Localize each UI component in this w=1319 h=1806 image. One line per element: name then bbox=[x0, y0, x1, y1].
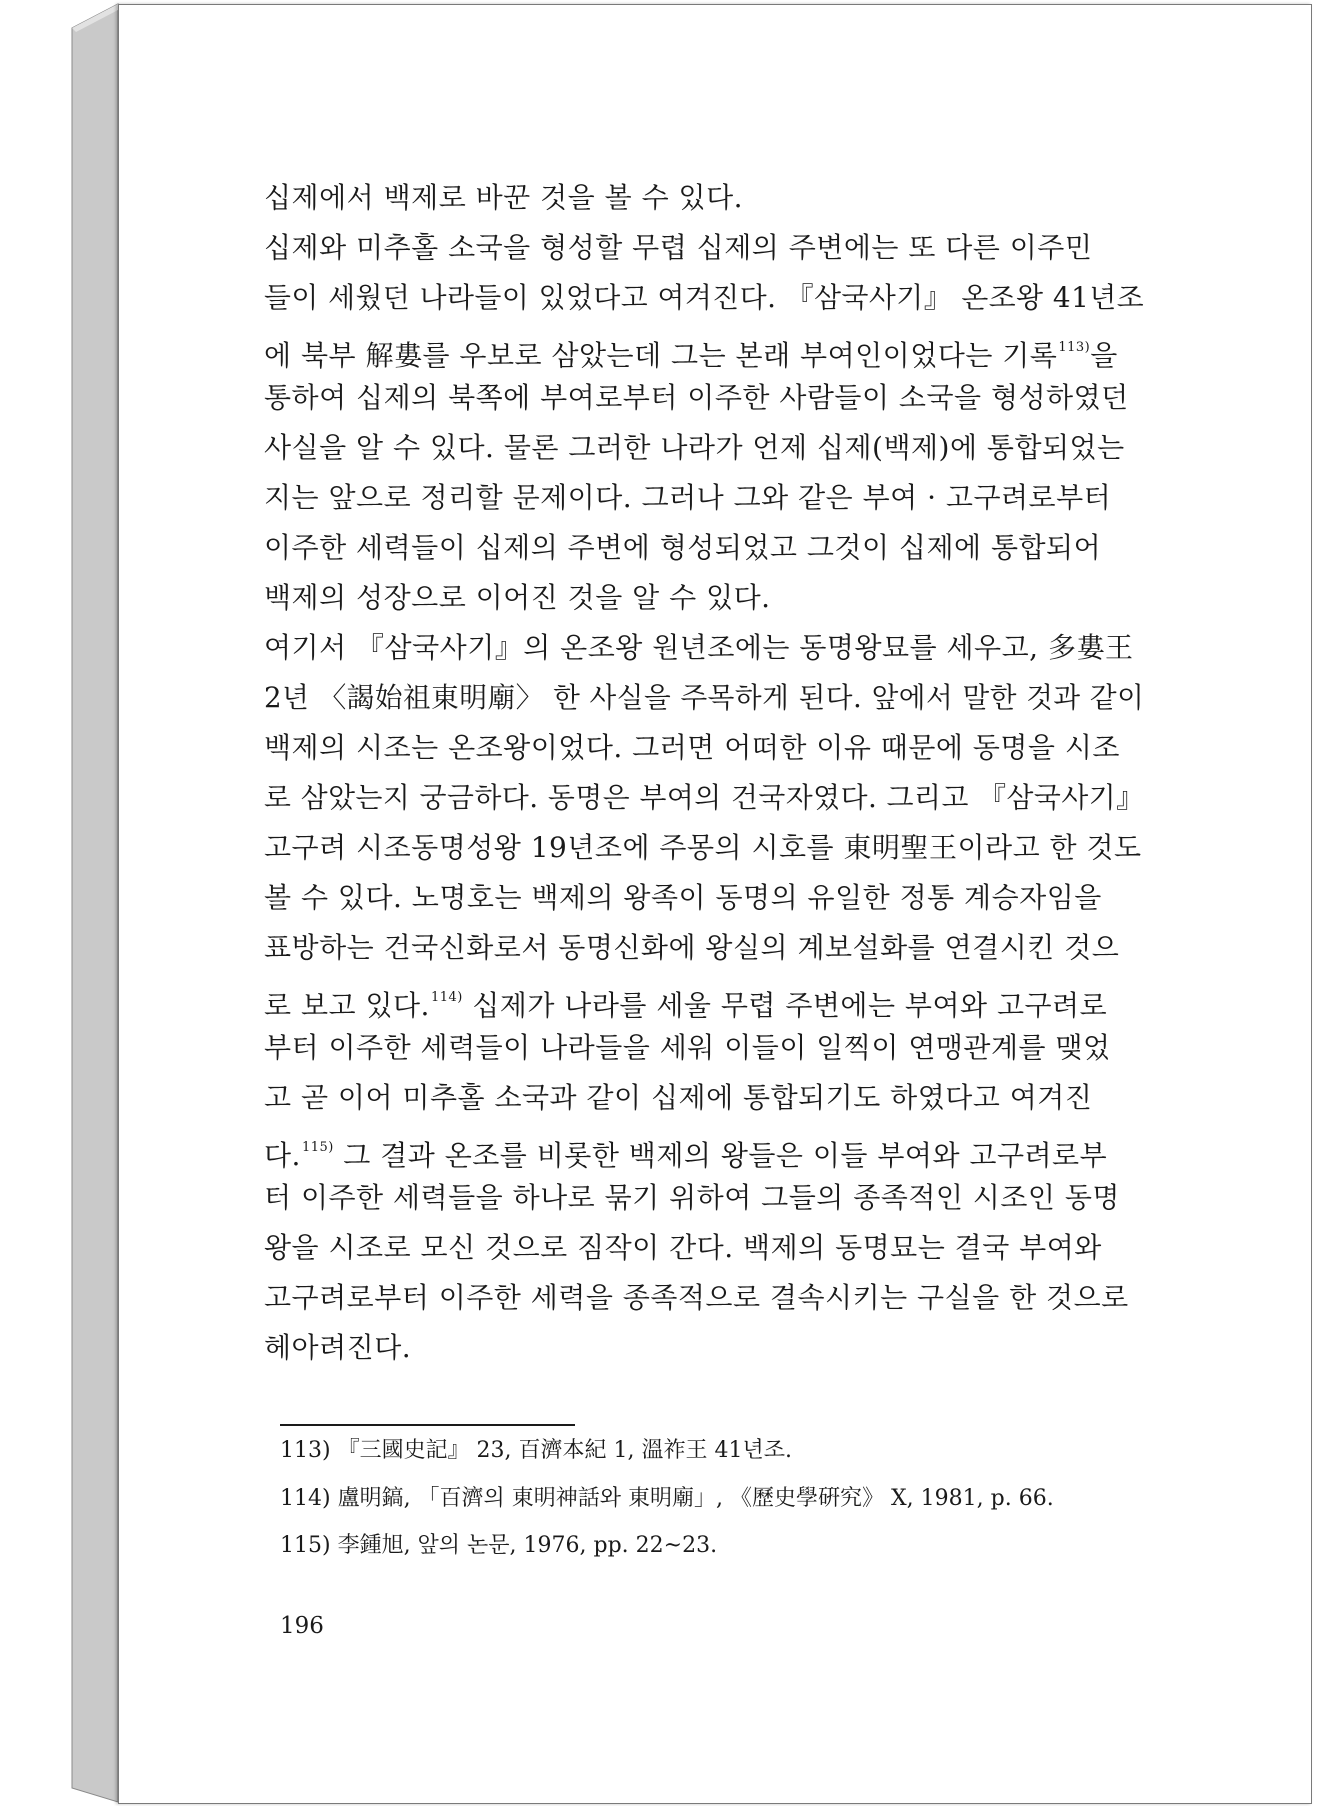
text-line bbox=[264, 1330, 411, 1366]
text-line bbox=[264, 1280, 1129, 1316]
footnote-marker: 114) bbox=[430, 990, 463, 1005]
text-line bbox=[264, 530, 1101, 566]
line-text: 여기서 『삼국사기』의 온조왕 원년조에는 동명왕묘를 세우고, 多婁王 bbox=[264, 631, 1134, 664]
text-line bbox=[264, 480, 1111, 516]
line-text: 통하여 십제의 북쪽에 부여로부터 이주한 사람들이 소국을 형성하였던 bbox=[264, 381, 1129, 414]
text-line bbox=[264, 880, 1102, 916]
text-line bbox=[264, 630, 1133, 666]
line-text: 사실을 알 수 있다. 물론 그러한 나라가 언제 십제(백제)에 통합되었는 bbox=[264, 431, 1125, 464]
line-text: 2년 〈謁始祖東明廟〉 한 사실을 주목하게 된다. 앞에서 말한 것과 같이 bbox=[264, 681, 1145, 714]
line-text: 고 곧 이어 미추홀 소국과 같이 십제에 통합되기도 하였다고 여겨진 bbox=[264, 1081, 1093, 1114]
line-text: 지는 앞으로 정리할 문제이다. 그러나 그와 같은 부여 · 고구려로부터 bbox=[264, 481, 1112, 514]
line-text: 이주한 세력들이 십제의 주변에 형성되었고 그것이 십제에 통합되어 bbox=[264, 531, 1102, 564]
line-text-continued: 을 bbox=[1090, 339, 1118, 372]
line-text: 다. bbox=[264, 1139, 301, 1172]
text-line bbox=[264, 680, 1144, 716]
line-text: 볼 수 있다. 노명호는 백제의 왕족이 동명의 유일한 정통 계승자임을 bbox=[264, 881, 1102, 914]
text-line bbox=[264, 930, 1119, 966]
line-text: 십제에서 백제로 바꾼 것을 볼 수 있다. bbox=[264, 181, 744, 214]
text-line bbox=[264, 1180, 1120, 1216]
line-text: 들이 세웠던 나라들이 있었다고 여겨진다. 『삼국사기』 온조왕 41년조 bbox=[264, 281, 1145, 314]
line-text: 고구려 시조동명성왕 19년조에 주몽의 시호를 東明聖王이라고 한 것도 bbox=[264, 831, 1142, 864]
line-text: 백제의 성장으로 이어진 것을 알 수 있다. bbox=[264, 581, 771, 614]
footnote: 115) 李鍾旭, 앞의 논문, 1976, pp. 22~23. bbox=[280, 1533, 718, 1558]
text-line bbox=[264, 830, 1142, 866]
line-text: 십제와 미추홀 소국을 형성할 무렵 십제의 주변에는 또 다른 이주민 bbox=[264, 231, 1093, 264]
page-number: 196 bbox=[280, 1613, 324, 1639]
line-text-continued: 그 결과 온조를 비롯한 백제의 왕들은 이들 부여와 고구려로부 bbox=[333, 1139, 1108, 1172]
line-text: 터 이주한 세력들을 하나로 묶기 위하여 그들의 종족적인 시조인 동명 bbox=[264, 1181, 1120, 1214]
text-line bbox=[264, 730, 1120, 766]
text-line bbox=[264, 430, 1125, 466]
text-line bbox=[264, 1030, 1111, 1066]
line-text: 에 북부 解婁를 우보로 삼았는데 그는 본래 부여인이었다는 기록 bbox=[264, 339, 1058, 372]
footnote: 113) 『三國史記』 23, 百濟本紀 1, 溫祚王 41년조. bbox=[280, 1438, 793, 1463]
line-text: 로 삼았는지 궁금하다. 동명은 부여의 건국자였다. 그리고 『삼국사기』 bbox=[264, 781, 1145, 814]
line-text: 왕을 시조로 모신 것으로 짐작이 간다. 백제의 동명묘는 결국 부여와 bbox=[264, 1231, 1102, 1264]
text-line bbox=[264, 780, 1144, 816]
line-text: 고구려로부터 이주한 세력을 종족적으로 결속시키는 구실을 한 것으로 bbox=[264, 1281, 1129, 1314]
line-text-continued: 십제가 나라를 세울 무렵 주변에는 부여와 고구려로 bbox=[462, 989, 1108, 1022]
footnote-marker: 113) bbox=[1058, 340, 1091, 355]
footnote-marker: 115) bbox=[301, 1140, 334, 1155]
text-line bbox=[264, 1130, 1107, 1174]
text-line bbox=[264, 580, 771, 616]
line-text: 부터 이주한 세력들이 나라들을 세워 이들이 일찍이 연맹관계를 맺었 bbox=[264, 1031, 1111, 1064]
footnote: 114) 盧明鎬, 「百濟의 東明神話와 東明廟」, 《歷史學硏究》 X, 1981, p. 66. bbox=[280, 1486, 1054, 1511]
text-line bbox=[264, 280, 1144, 316]
text-line bbox=[264, 380, 1129, 416]
text-line bbox=[264, 330, 1118, 374]
text-line bbox=[264, 980, 1107, 1024]
line-text: 헤아려진다. bbox=[264, 1331, 412, 1364]
line-text: 로 보고 있다. bbox=[264, 989, 430, 1022]
text-line bbox=[264, 230, 1092, 266]
text-line bbox=[264, 1230, 1102, 1266]
line-text: 표방하는 건국신화로서 동명신화에 왕실의 계보설화를 연결시킨 것으 bbox=[264, 931, 1120, 964]
text-line bbox=[264, 1080, 1092, 1116]
footnote-separator bbox=[280, 1424, 575, 1426]
line-text: 백제의 시조는 온조왕이었다. 그러면 어떠한 이유 때문에 동명을 시조 bbox=[264, 731, 1120, 764]
text-line bbox=[264, 180, 743, 216]
